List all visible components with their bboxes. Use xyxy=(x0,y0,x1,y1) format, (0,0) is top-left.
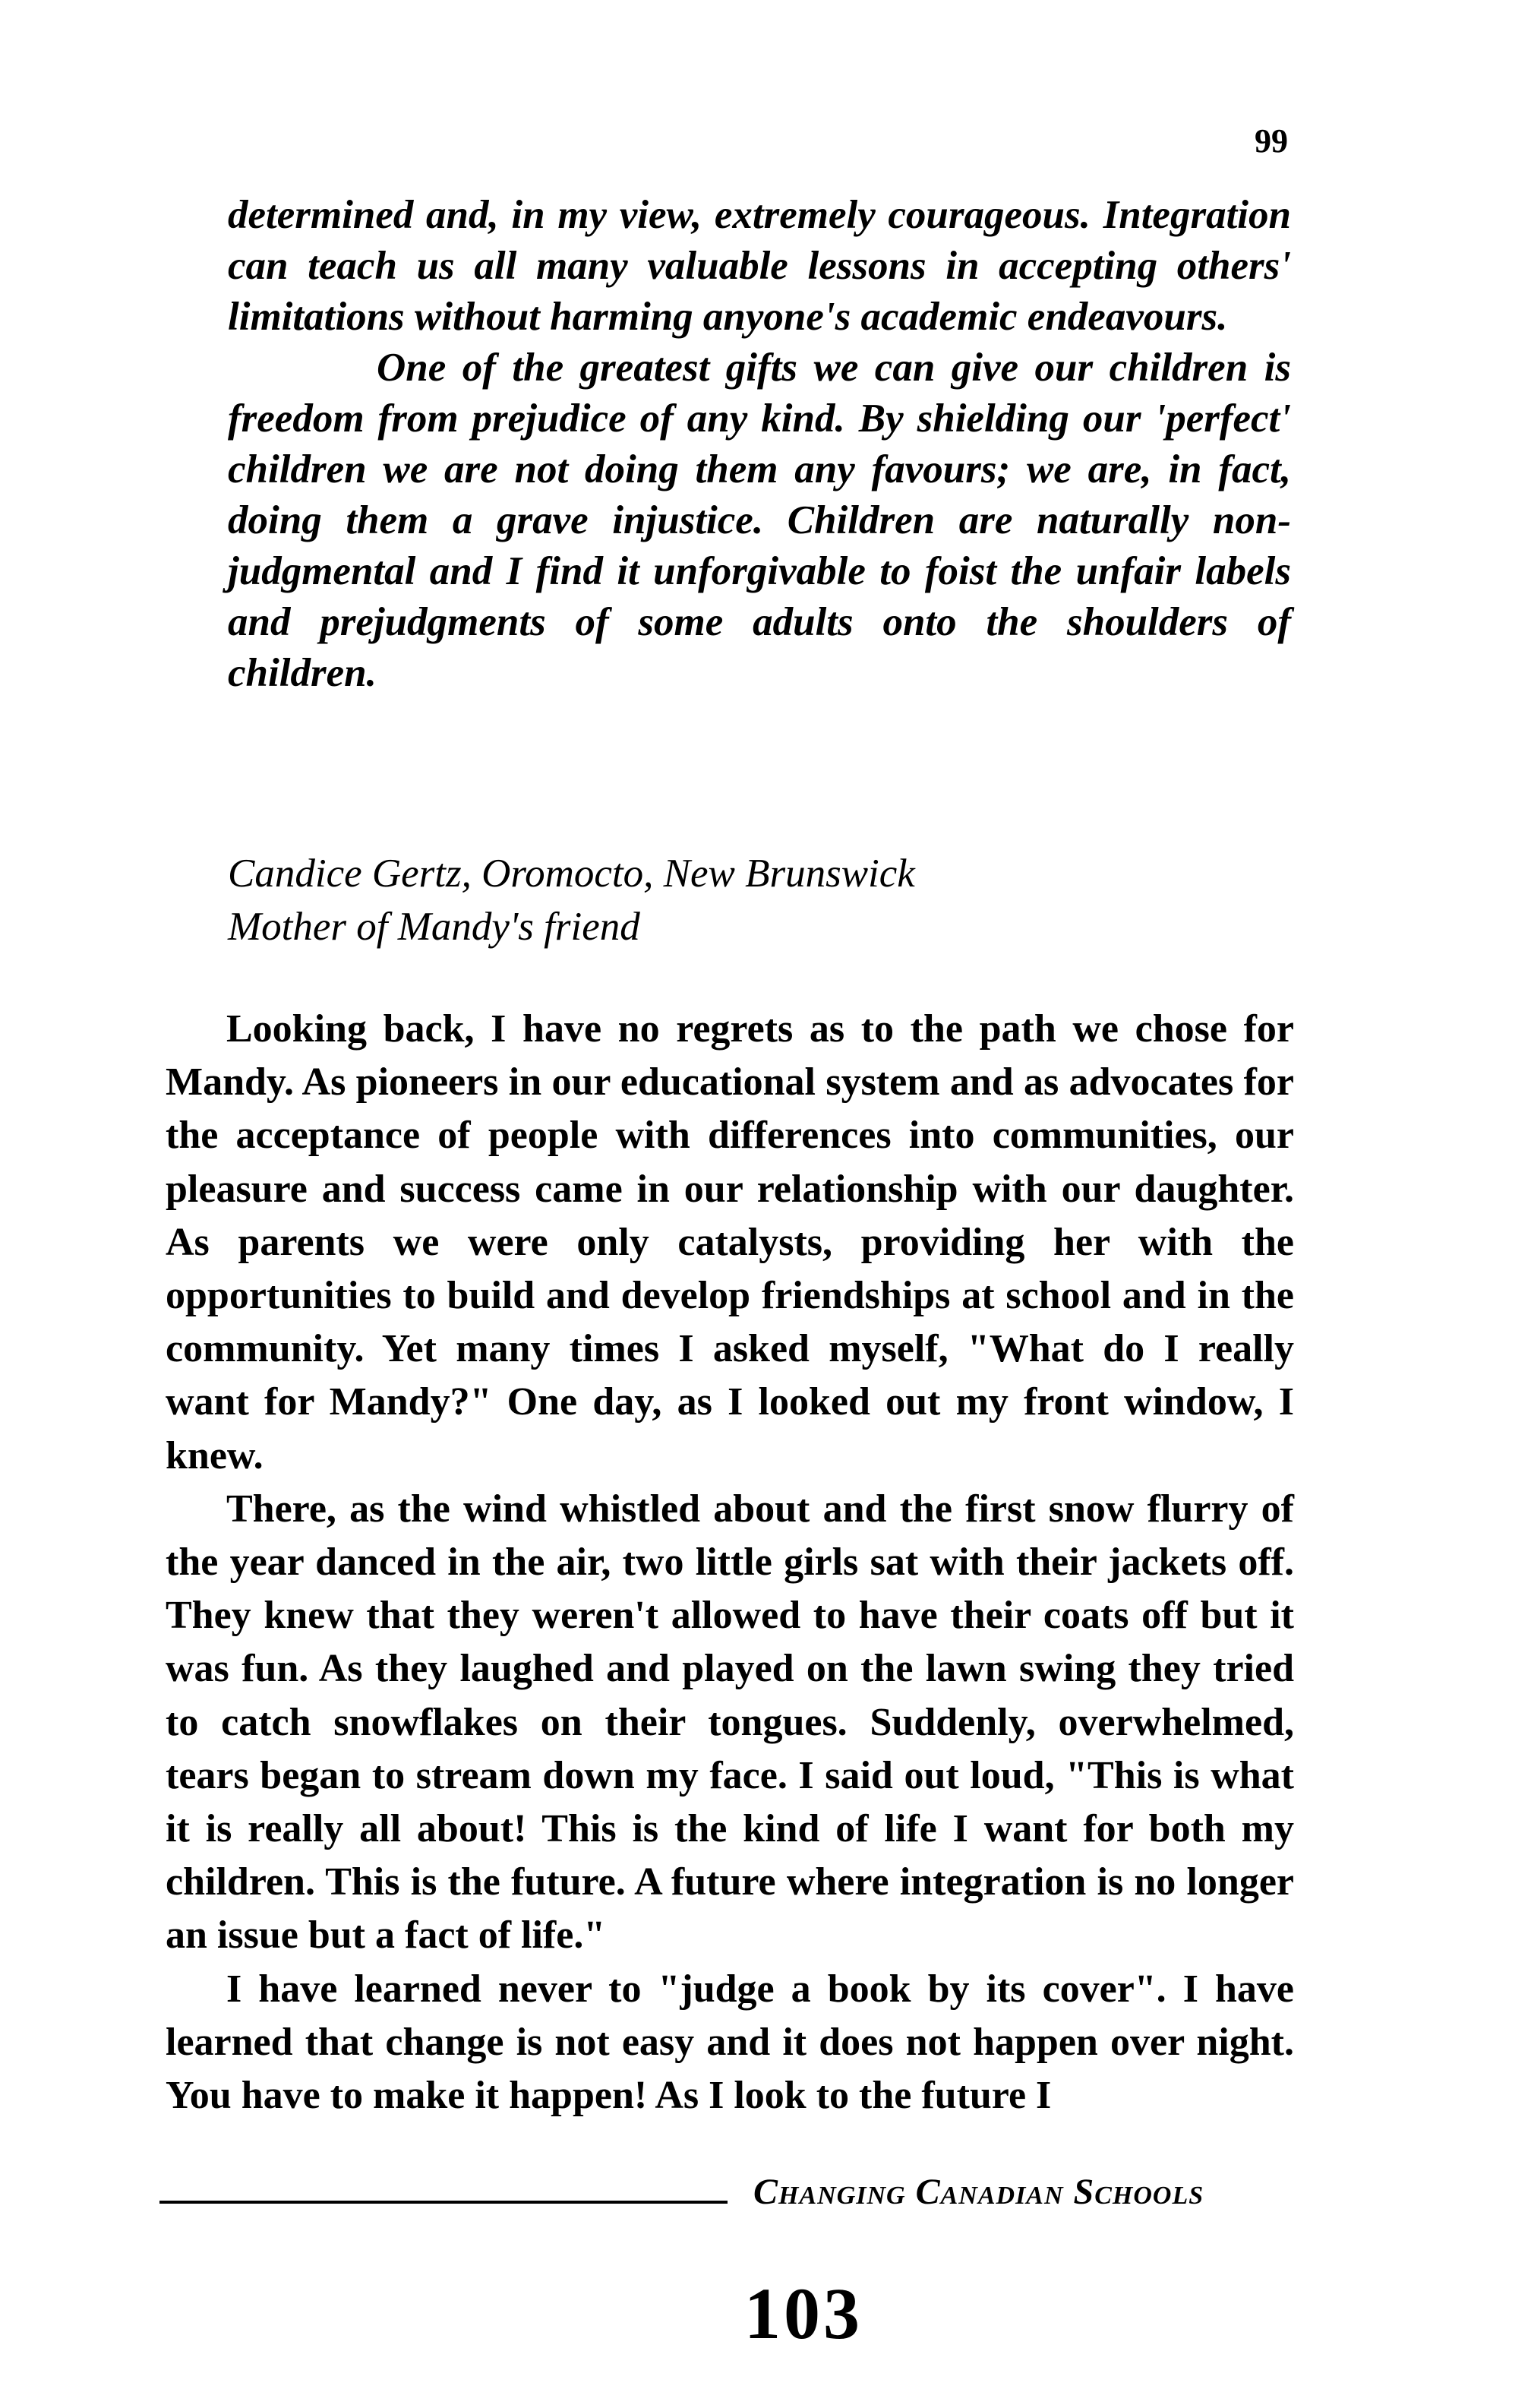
page-number: 99 xyxy=(1255,122,1288,160)
quote-paragraph: determined and, in my view, extremely courageous. Integration can teach us all many valuable lessons in accepting others' limitations without harming anyone's academic endeavours. xyxy=(228,193,1291,339)
running-footer-title: Changing Canadian Schools xyxy=(753,2172,1204,2212)
body-paragraph: I have learned never to "judge a book by its cover". I have learned that change is not easy and it does not happen over night. You have to make it happen! As I look to the future I xyxy=(166,1967,1294,2118)
attribution-name: Candice Gertz, Oromocto, New Brunswick xyxy=(228,852,915,896)
body-paragraph: Looking back, I have no regrets as to the path we chose for Mandy. As pioneers in our educational system and as advocates for the acceptance of people with differences into communities, our pleasure and success came in our relationship with our daughter. As parents we were only catalysts, providing her with the opportunities to build and develop friendships at school and in the community. Yet many times I asked myself, "What do I really want for Mandy?" One day, as I looked out my front window, I knew. xyxy=(166,1007,1294,1477)
footer-rule xyxy=(159,2201,728,2204)
attribution xyxy=(228,847,915,953)
sheet-number: 103 xyxy=(744,2273,863,2354)
quote-block xyxy=(228,190,1291,699)
quote-paragraph: One of the greatest gifts we can give our children is freedom from prejudice of any kind. By shielding our 'perfect' children we are not doing them any favours; we are, in fact, doing them a grave injustice. Children are naturally non-judgmental and I find it unforgivable to foist the unfair labels and prejudgments of some adults onto the shoulders of children. xyxy=(228,346,1291,695)
attribution-role: Mother of Mandy's friend xyxy=(228,905,640,949)
body-text xyxy=(166,1003,1294,2122)
body-paragraph: There, as the wind whistled about and the first snow flurry of the year danced in the air, two little girls sat with their jackets off. They knew that they weren't allowed to have their coats off but it was fun. As they laughed and played on the lawn swing they tried to catch snowflakes on their tongues. Suddenly, overwhelmed, tears began to stream down my face. I said out loud, "This is what it is really all about! This is the kind of life I want for both my children. This is the future. A future where integration is no longer an issue but a fact of life." xyxy=(166,1487,1294,1958)
